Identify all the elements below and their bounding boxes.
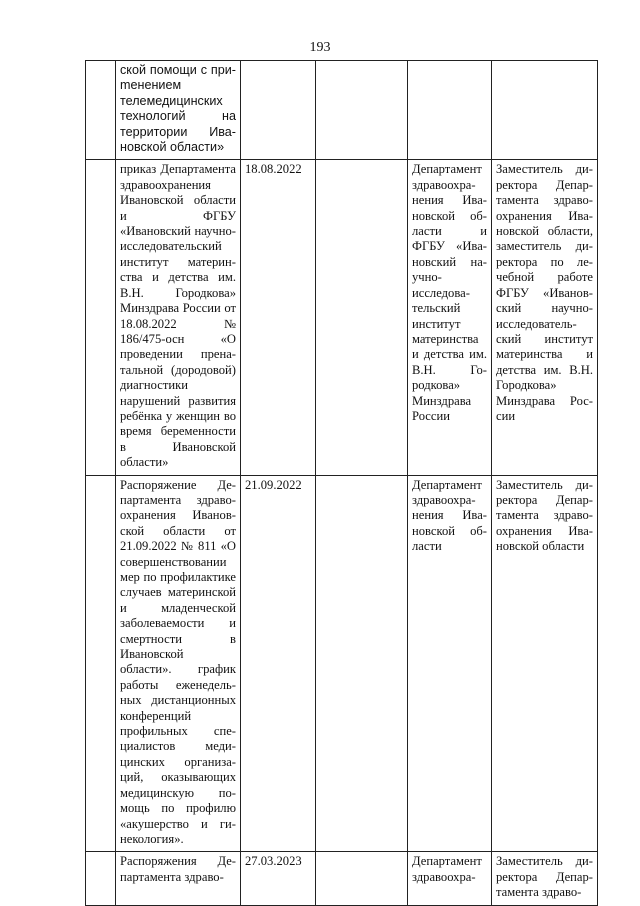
table-row <box>86 61 598 160</box>
table-row <box>86 475 598 852</box>
organization-cell <box>408 61 492 160</box>
executor-cell <box>316 160 408 475</box>
responsible-cell: Заместитель директора Департамента здраво- <box>492 852 598 905</box>
document-title-cell: ской помощи с приmенением телемедицинских технологий на территории Ивановской области» <box>116 61 241 160</box>
table-row <box>86 852 598 905</box>
executor-cell <box>316 61 408 160</box>
executor-cell <box>316 475 408 852</box>
responsible-cell: Заместитель директора Департамента здравоохранения Ивановской области <box>492 475 598 852</box>
document-title-cell: Распоряжение Департамента здравоохранения Ивановской области от 21.09.2022 № 811 «О совершенствовании мер по профилактике случаев материнской и младенческой заболеваемости и смертности в Ивановской области». график работы еженедельных дистанционных конференций профильных специалистов медицинских организаций, оказывающих медицинскую помощь по профилю «акушерство и гинекология». <box>116 475 241 852</box>
date-cell <box>241 61 316 160</box>
row-number-cell <box>86 852 116 905</box>
row-number-cell <box>86 61 116 160</box>
table-row <box>86 160 598 475</box>
page-number: 193 <box>309 40 331 55</box>
responsible-cell: Заместитель директора Департамента здравоохранения Ивановской области, заместитель директора по лечебной работе ФГБУ «Ивановский научно-исследовательский институт материнства и детства им. В.Н. Городкова» Минздрава России <box>492 160 598 475</box>
organization-cell: Департамент здравоохранения Ивановской области <box>408 475 492 852</box>
date-cell: 27.03.2023 <box>241 852 316 905</box>
responsible-cell <box>492 61 598 160</box>
document-title-cell: Распоряжения Департамента здраво- <box>116 852 241 905</box>
date-cell: 21.09.2022 <box>241 475 316 852</box>
executor-cell <box>316 852 408 905</box>
organization-cell: Департамент здравоохра- <box>408 852 492 905</box>
acts-table <box>85 60 598 906</box>
row-number-cell <box>86 475 116 852</box>
document-title-cell: приказ Департамента здравоохранения Ивановской области и ФГБУ «Ивановский научно-исследовательский институт материнства и детства им. В.Н. Городкова» Минздрава России от 18.08.2022 № 186/475-осн «О проведении пренатальной (дородовой) диагностики нарушений развития ребёнка у женщин во время беременности в Ивановской области» <box>116 160 241 475</box>
row-number-cell <box>86 160 116 475</box>
date-cell: 18.08.2022 <box>241 160 316 475</box>
organization-cell: Департамент здравоохранения Ивановской области и ФГБУ «Ивановский научно-исследовательский институт материнства и детства им. В.Н. Городкова» Минздрава России <box>408 160 492 475</box>
